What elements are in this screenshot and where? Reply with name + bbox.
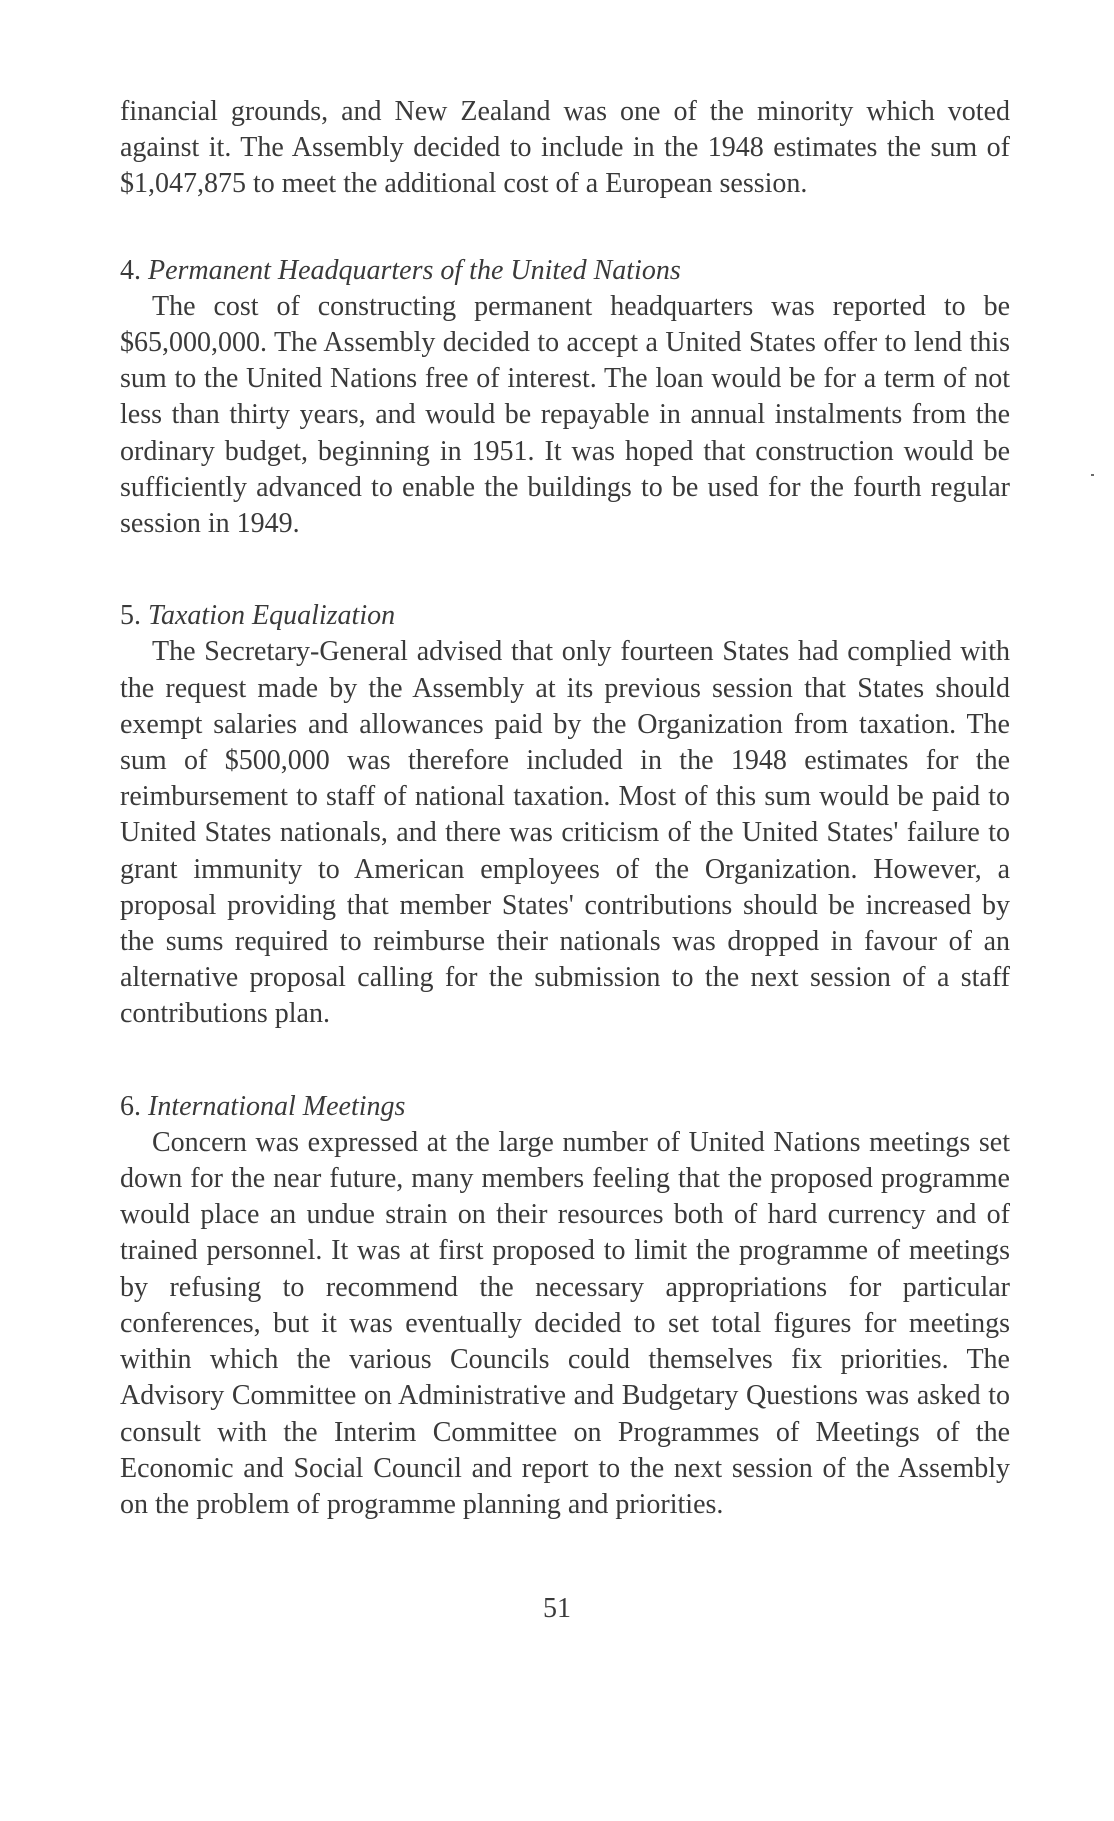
section-international-meetings (120, 1089, 1010, 1523)
section-number: 6. (120, 1090, 141, 1122)
section-title: Permanent Headquarters of the United Nations (148, 254, 681, 286)
section-number: 4. (120, 254, 141, 286)
section-body: Concern was expressed at the large number of United Nations meetings set down for the near future, many members feeling that the proposed programme would place an undue strain on their resources both of hard currency and of trained personnel. It was at first proposed to limit the programme of meetings by refusing to recommend the necessary appropriations for particular conferences, but it was eventually decided to set total figures for meetings within which the various Councils could themselves fix priorities. The Advisory Committee on Administrative and Budgetary Questions was asked to consult with the Interim Committee on Programmes of Meetings of the Economic and Social Council and report to the next session of the Assembly on the problem of programme planning and priorities. (120, 1126, 1010, 1520)
section-title: Taxation Equalization (148, 600, 396, 632)
page-number: 51 (543, 1593, 571, 1624)
section-heading (120, 253, 1010, 289)
section-body: The Secretary-General advised that only fourteen States had complied with the request made by the Assembly at its previous session that States should exempt salaries and allowances paid by the Organization from taxation. The sum of $500,000 was therefore included in the 1948 estimates for the reimbursement to staff of national taxation. Most of this sum would be paid to United States nationals, and there was criticism of the United States' failure to grant immunity to American employees of the Organization. However, a proposal providing that member States' contributions should be increased by the sums required to reimburse their nationals was dropped in favour of an alternative proposal calling for the submission to the next session of a staff contributions plan. (120, 636, 1010, 1030)
page-body (120, 94, 1010, 1523)
section-heading (120, 1089, 1010, 1125)
section-heading (120, 598, 1010, 634)
section-title: International Meetings (148, 1090, 406, 1122)
section-body: The cost of constructing permanent headquarters was reported to be $65,000,000. The Assembly decided to accept a United States offer to lend this sum to the United Nations free of interest. The loan would be for a term of not less than thirty years, and would be repayable in annual instalments from the ordinary budget, beginning in 1951. It was hoped that construction would be sufficiently advanced to enable the buildings to be used for the fourth regular session in 1949. (120, 290, 1010, 540)
intro-paragraph: financial grounds, and New Zealand was one of the minority which voted against it. The Assembly decided to include in the 1948 estimates the sum of $1,047,875 to meet the additional cost of a European session. (120, 96, 1010, 200)
section-permanent-headquarters (120, 253, 1010, 543)
margin-speck (1091, 474, 1094, 476)
section-number: 5. (120, 600, 141, 632)
section-taxation-equalization (120, 598, 1010, 1032)
